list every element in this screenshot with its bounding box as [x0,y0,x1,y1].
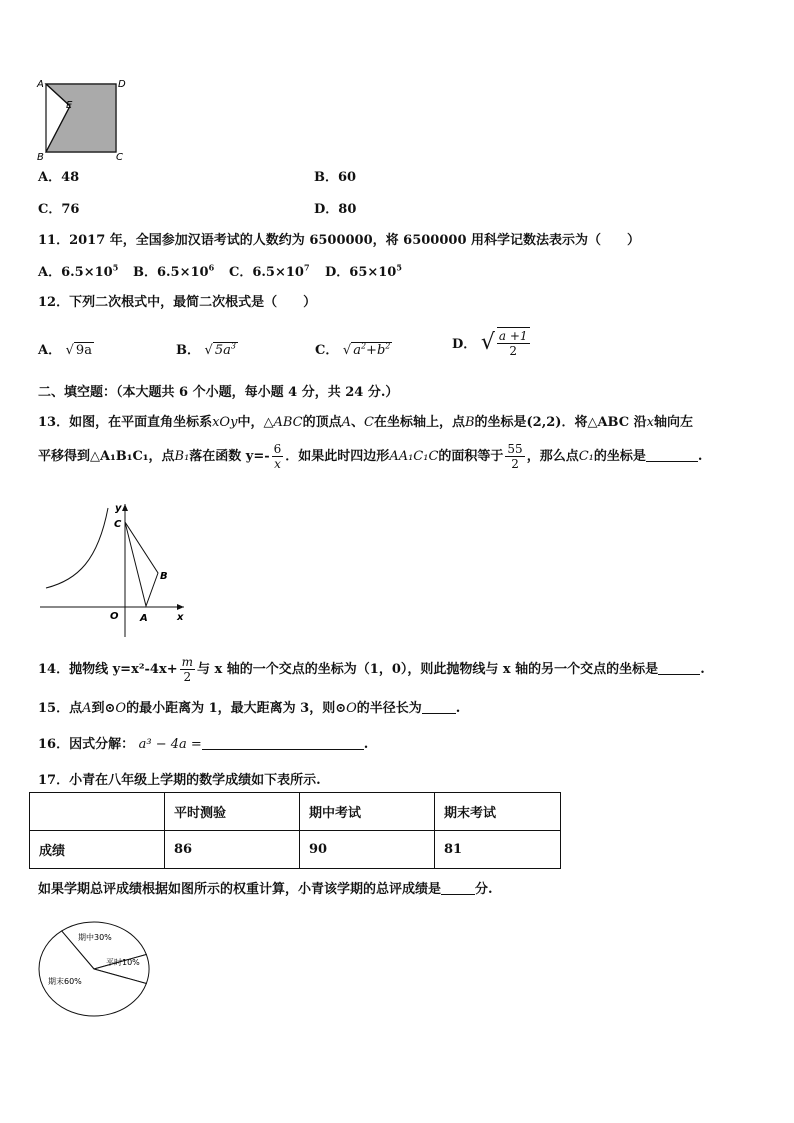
q11-option-d: D．$65\times 10^5$ [325,262,402,280]
q12-option-d: D． √ $\frac{a +1}{2}$ [452,329,528,358]
q10-option-d: D．80 [314,202,357,217]
table-row [30,831,561,869]
point-b-label: B [160,571,168,582]
point-c-label: C [114,519,122,530]
triangle-abc [125,522,158,606]
table-header-row [30,793,561,831]
table-cell: 86 [165,831,300,869]
q10-option-b: B．60 [314,170,357,185]
q13-line2: 平移得到△A₁B₁C₁，点B₁落在函数 y=- $\frac{6}{x}$ ．如果此时四边形AA₁C₁C的面积等于 $\frac{55}{2}$ ，那么点C₁的坐标是 . [38,442,703,471]
table-cell: 90 [300,831,435,869]
q13-answer-blank [646,447,698,462]
section-heading: 二、填空题：（本大题共 6 个小题，每小题 4 分，共 24 分.） [38,385,399,400]
hyperbola-curve [46,508,108,588]
table-header-cell: 平时测验 [165,793,300,831]
axis-x-label: x [177,612,184,623]
q10-option-c: C．76 [38,202,80,217]
table-header-cell: 期末考试 [435,793,561,831]
label-e: E [66,100,73,111]
pie-chart [34,918,154,1020]
label-c: C [116,152,123,163]
label-a: A [37,79,44,90]
q17-answer-blank [441,880,475,895]
q12-text: 12．下列二次根式中，最简二次根式是（ ） [38,295,317,310]
table-cell: 81 [435,831,561,869]
q16-text: 16．因式分解： a³ − 4a = . [38,737,369,752]
q14-answer-blank [658,660,700,675]
q12-option-a: A． √ 9a [38,343,92,358]
q13-line1: 13．如图，在平面直角坐标系xOy中，△ABC的顶点A、C在坐标轴上，点B的坐标是(2,2)．将△ABC 沿x轴向左 [38,415,693,430]
pie-label-quiz: 平时10% [106,958,140,967]
table-header-cell: 期中考试 [300,793,435,831]
q15-text: 15．点A到⊙O的最小距离为 1，最大距离为 3，则⊙O的半径长为 . [38,701,461,716]
square-figure [34,76,134,164]
q11-option-a: A．$6.5\times 10^5$ [38,262,119,280]
axis-y-label: y [115,503,122,514]
pie-label-final: 期末60% [48,977,82,986]
label-b: B [37,152,44,163]
q11-option-c: C．$6.5\times 10^7$ [229,262,310,280]
scores-table [29,792,561,869]
q11-text: 11．2017 年，全国参加汉语考试的人数约为 6500000，将 6500000 用科学记数法表示为（ ） [38,233,641,248]
q10-option-a: A．48 [38,170,80,185]
origin-label: O [110,611,119,622]
q17-text: 17．小青在八年级上学期的数学成绩如下表所示. [38,773,321,788]
point-a-label: A [140,613,148,624]
table-header-cell [30,793,165,831]
q15-answer-blank [422,699,456,714]
coordinate-figure [38,500,188,640]
pie-label-midterm: 期中30% [78,933,112,942]
q16-answer-blank [202,735,364,750]
table-cell: 成绩 [30,831,165,869]
q14-text: 14．抛物线 y=x²-4x+ $\frac{m}{2}$ 与 x 轴的一个交点的坐标为（1，0），则此抛物线与 x 轴的另一个交点的坐标是 . [38,655,705,684]
q12-option-b: B． √ $5a^3$ [176,341,236,358]
q17-after-text: 如果学期总评成绩根据如图所示的权重计算，小青该学期的总评成绩是 分. [38,882,493,897]
label-d: D [118,79,126,90]
q11-option-b: B．$6.5\times 10^6$ [133,262,215,280]
q12-option-c: C． √ $a^2+b^2$ [315,341,391,358]
